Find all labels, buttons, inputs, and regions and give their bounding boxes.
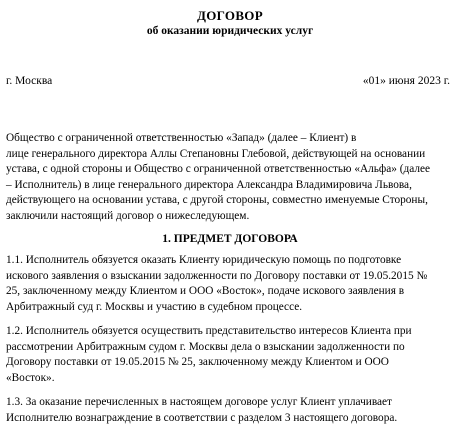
contract-city: г. Москва [6, 75, 53, 87]
intro-paragraph [6, 131, 458, 224]
document-title: ДОГОВОР [197, 8, 263, 23]
clause-line: 25, заключенному между Клиентом и ООО «Восток», подаче искового заявления в [6, 285, 405, 297]
clause-1-1 [6, 253, 458, 315]
clause-line: Договору поставки от 19.05.2015 № 25, заключенному между Клиентом и ООО [6, 356, 389, 368]
contract-date: «01» июня 2023 г. [362, 75, 450, 87]
clause-line: «Восток». [6, 371, 55, 384]
intro-line: заключили настоящий договор о нижеследующем. [6, 209, 250, 222]
intro-line: действующего на основании устава, с другой стороны, совместно именуемые Стороны, [6, 194, 428, 206]
clause-line: искового заявления о взыскании задолженности по Договору поставки от 19.05.2015 № [6, 269, 428, 282]
clause-1-2 [6, 324, 458, 386]
clause-line: рассмотрении Арбитражным судом г. Москвы дела о взыскании задолженности по [6, 340, 405, 353]
intro-line: лице генерального директора Аллы Степановны Глебовой, действующей на основании [6, 147, 426, 160]
clause-line: 1.3. За оказание перечисленных в настоящем договоре услуг Клиент уплачивает [6, 396, 392, 408]
clause-line: 1.1. Исполнитель обязуется оказать Клиенту юридическую помощь по подготовке [6, 254, 402, 266]
clause-1-3 [6, 395, 458, 426]
clause-line: Арбитражный суд г. Москвы и участию в судебном процессе. [6, 300, 303, 313]
intro-line: устава, с одной стороны и Общество с ограниченной ответственностью «Альфа» (далее [6, 163, 431, 175]
section-heading: 1. ПРЕДМЕТ ДОГОВОРА [162, 233, 298, 245]
document-subtitle: об оказании юридических услуг [146, 25, 314, 37]
intro-line: Общество с ограниченной ответственностью «Запад» (далее – Клиент) в [6, 132, 357, 144]
intro-line: – Исполнитель) в лице генерального директора Александра Владимировича Львова, [6, 178, 412, 191]
clause-line: 1.2. Исполнитель обязуется осуществить представительство интересов Клиента при [6, 325, 412, 337]
clause-line: Исполнителю вознаграждение в соответствии с разделом 3 настоящего договора. [6, 411, 398, 424]
